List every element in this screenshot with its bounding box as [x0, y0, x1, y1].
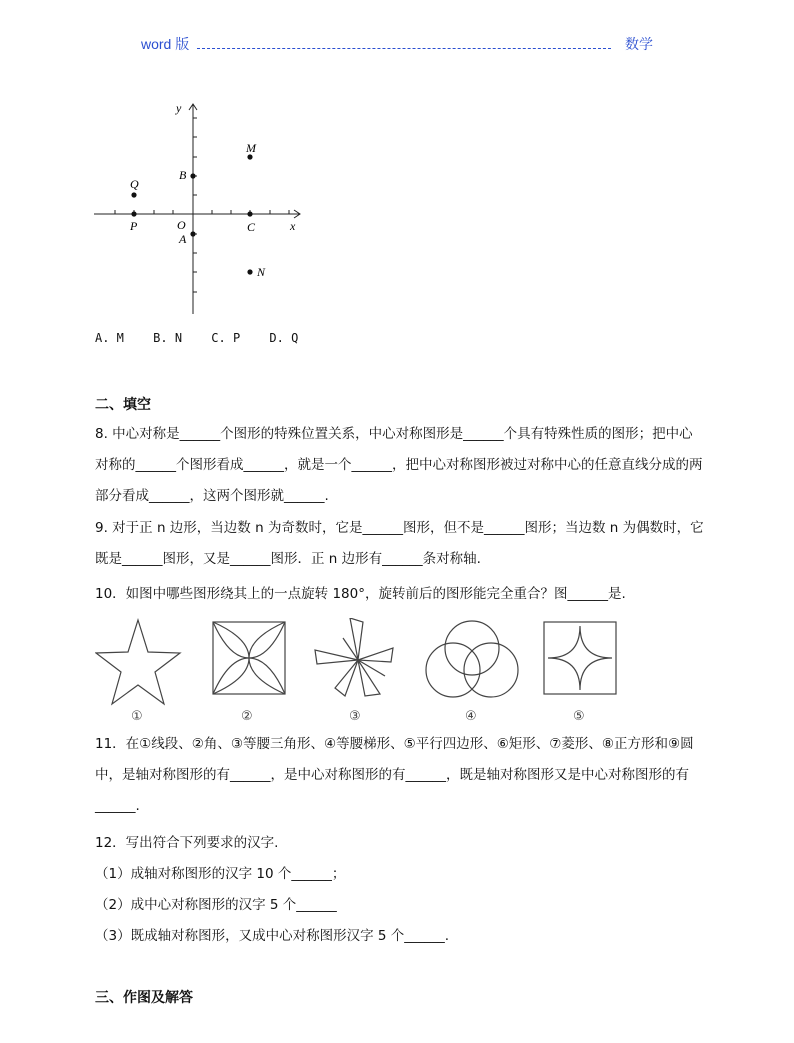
section-2-title: 二、填空 — [95, 397, 151, 413]
option-b: B. N — [153, 331, 183, 345]
question-12-part-2: （2）成中心对称图形的汉字 5 个______ — [95, 897, 337, 913]
answer-options — [95, 331, 320, 345]
header-left: word 版 — [141, 36, 190, 52]
figure-label-3: ③ — [349, 709, 361, 724]
label-b: B — [179, 168, 187, 182]
axis-y-label: y — [176, 101, 182, 115]
point-b — [190, 173, 195, 178]
point-p — [131, 211, 136, 216]
question-10: 10．如图中哪些图形绕其上的一点旋转 180°，旋转前后的图形能完全重合？图______是. — [95, 586, 626, 602]
label-c: C — [247, 220, 256, 234]
header-divider — [197, 48, 611, 49]
point-c — [247, 211, 252, 216]
question-8: 8. 中心对称是______个图形的特殊位置关系，中心对称图形是______个具有特殊性质的图形；把中心对称的______个图形看成______，就是一个______，把中心对称图形被过对称中心的任意直线分成的两部分看成______，这两个图形就______. — [95, 426, 703, 504]
coordinate-graph — [92, 100, 312, 320]
point-n — [247, 269, 252, 274]
point-a — [190, 231, 195, 236]
label-n: N — [257, 265, 266, 279]
question-9: 9. 对于正 n 边形，当边数 n 为奇数时，它是______图形，但不是______图形；当边数 n 为偶数时，它既是______图形，又是______图形．正 n 边形有______条对称轴. — [95, 520, 704, 567]
option-a: A. M — [95, 331, 124, 345]
question-11: 11．在①线段、②角、③等腰三角形、④等腰梯形、⑤平行四边形、⑥矩形、⑦菱形、⑧正方形和⑨圆中，是轴对称图形的有______，是中心对称图形的有______，既是轴对称图形又是中心对称图形的有______. — [95, 736, 694, 814]
point-q — [131, 192, 136, 197]
question-12-part-1: （1）成轴对称图形的汉字 10 个______； — [95, 866, 346, 882]
figure-row — [95, 618, 625, 728]
question-12: 12．写出符合下列要求的汉字. — [95, 835, 279, 851]
three-circles-figure — [426, 621, 518, 697]
section-3-title: 三、作图及解答 — [95, 990, 193, 1006]
header-right: 数学 — [625, 37, 653, 53]
star-figure — [96, 620, 180, 704]
point-m — [247, 154, 252, 159]
figure-label-2: ② — [241, 709, 253, 724]
figure-label-5: ⑤ — [573, 709, 585, 724]
pinwheel-figure — [315, 618, 393, 696]
label-o: O — [177, 218, 186, 232]
question-12-part-3: （3）既成轴对称图形，又成中心对称图形汉字 5 个______. — [95, 928, 450, 944]
page-header — [141, 34, 653, 54]
label-p: P — [130, 219, 138, 233]
axis-x-label: x — [290, 219, 296, 233]
label-a: A — [179, 232, 187, 246]
option-c: C. P — [211, 331, 241, 345]
figure-label-1: ① — [131, 709, 143, 724]
label-q: Q — [130, 177, 139, 191]
square-petal-figure — [213, 622, 285, 694]
label-m: M — [246, 141, 256, 155]
figure-label-4: ④ — [465, 709, 477, 724]
square-curve-figure — [544, 622, 616, 694]
option-d: D. Q — [269, 331, 299, 345]
